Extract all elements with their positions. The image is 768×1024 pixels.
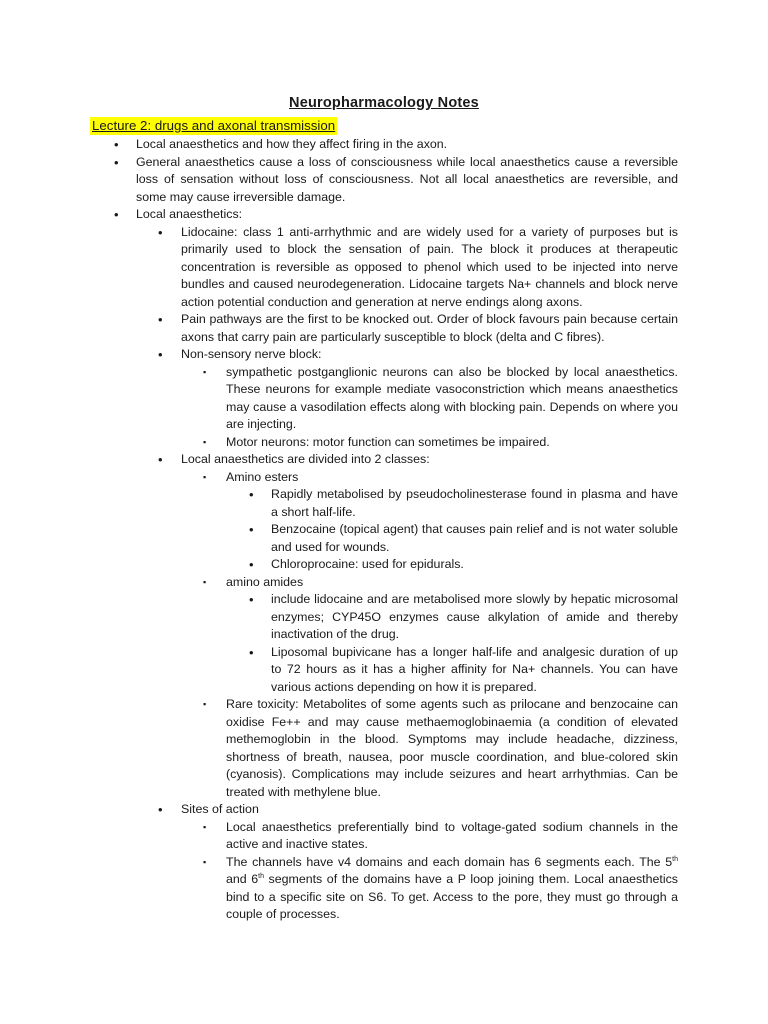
list-item: • Benzocaine (topical agent) that causes pain relief and is not water soluble and used for wounds. xyxy=(249,522,678,554)
bullet-disc-icon: • xyxy=(158,802,163,817)
list-item: ▪ The channels have v4 domains and each domain has 6 segments each. The 5th and 6th segments of the domains have a P loop joining them. Local anaesthetics bind to a specific site on S6. To get. Access to the pore, they must go through a couple of processes. xyxy=(203,854,678,921)
list-item: • Rapidly metabolised by pseudocholinesterase found in plasma and have a short half-life. xyxy=(249,487,678,519)
list-item: • Local anaesthetics and how they affect firing in the axon. xyxy=(114,137,448,152)
bullet-square-icon: ▪ xyxy=(203,471,207,482)
bullet-square-icon: ▪ xyxy=(203,699,207,709)
list-item: • Chloroprocaine: used for epidurals. xyxy=(249,557,464,572)
list-item: • Local anaesthetics are divided into 2 classes: xyxy=(158,452,430,467)
lecture-heading: Lecture 2: drugs and axonal transmission xyxy=(92,118,336,133)
list-item: • Local anaesthetics: xyxy=(114,207,243,222)
list-item: • Pain pathways are the first to be knocked out. Order of block favours pain because certain axons that carry pain are particularly susceptible to block (delta and C fibres). xyxy=(158,312,678,344)
bullet-disc-icon: • xyxy=(158,312,163,327)
bullet-disc-icon: • xyxy=(249,522,254,537)
bullet-square-icon: ▪ xyxy=(203,436,207,447)
bullet-square-icon: ▪ xyxy=(203,576,207,587)
bullet-square-icon: ▪ xyxy=(203,856,207,867)
bullet-disc-icon: • xyxy=(114,207,119,222)
list-item: • Liposomal bupivicane has a longer half-life and analgesic duration of up to 72 hours as it has a higher affinity for Na+ channels. You can have various actions depending on how it is prepared. xyxy=(249,644,678,694)
list-item: • General anaesthetics cause a loss of consciousness while local anaesthetics cause a reversible loss of sensation without loss of consciousness. Not all local anaesthetics are reversible, and some may cause irreversible damage. xyxy=(114,154,678,204)
list-item: • Sites of action xyxy=(158,802,259,817)
list-item: • Lidocaine: class 1 anti-arrhythmic and are widely used for a variety of purposes but is primarily used to block the sensation of pain. The block it produces at therapeutic concentration is reversible as opposed to phenol which used to be injected into nerve bundles and caused neurodegeneration. Lidocaine targets Na+ channels and block nerve action potential conduction and generation at nerve endings along axons. xyxy=(158,224,678,309)
list-item: ▪ Rare toxicity: Metabolites of some agents such as prilocane and benzocaine can oxidise Fe++ and may cause methaemoglobinaemia (a condition of elevated methemoglobin in the blood. Symptoms may include headache, dizziness, shortness of breath, nausea, poor muscle coordination, and blue-colored skin (cyanosis). Complications may include seizures and heart arrhythmias. Can be treated with methylene blue. xyxy=(203,697,678,799)
list-item: ▪ sympathetic postganglionic neurons can also be blocked by local anaesthetics. These neurons for example mediate vasoconstriction which means anaesthetics may cause a vasodilation effects along with blocking pain. Depends on where you are injecting. xyxy=(203,364,678,431)
bullet-disc-icon: • xyxy=(158,224,163,240)
bullet-disc-icon: • xyxy=(158,452,163,467)
document-title: Neuropharmacology Notes xyxy=(289,95,479,111)
list-item: ▪ amino amides xyxy=(226,574,678,592)
bullet-disc-icon: • xyxy=(114,137,119,152)
bullet-disc-icon: • xyxy=(158,347,163,362)
bullet-disc-icon: • xyxy=(249,557,254,572)
notes-list xyxy=(0,136,768,924)
bullet-disc-icon: • xyxy=(114,154,119,170)
bullet-square-icon: ▪ xyxy=(203,821,207,832)
list-item: ▪ Motor neurons: motor function can sometimes be impaired. xyxy=(226,434,678,452)
bullet-square-icon: ▪ xyxy=(203,366,207,377)
list-item: ▪ Amino esters xyxy=(226,469,678,487)
bullet-disc-icon: • xyxy=(249,644,254,660)
list-item: • include lidocaine and are metabolised more slowly by hepatic microsomal enzymes; CYP45O enzymes cause alkylation of amide and thereby inactivation of the drug. xyxy=(249,592,678,641)
list-item: ▪ Local anaesthetics preferentially bind to voltage-gated sodium channels in the active and inactive states. xyxy=(203,819,678,851)
list-item: • Non-sensory nerve block: xyxy=(158,347,322,362)
bullet-disc-icon: • xyxy=(249,592,254,607)
bullet-disc-icon: • xyxy=(249,487,254,502)
